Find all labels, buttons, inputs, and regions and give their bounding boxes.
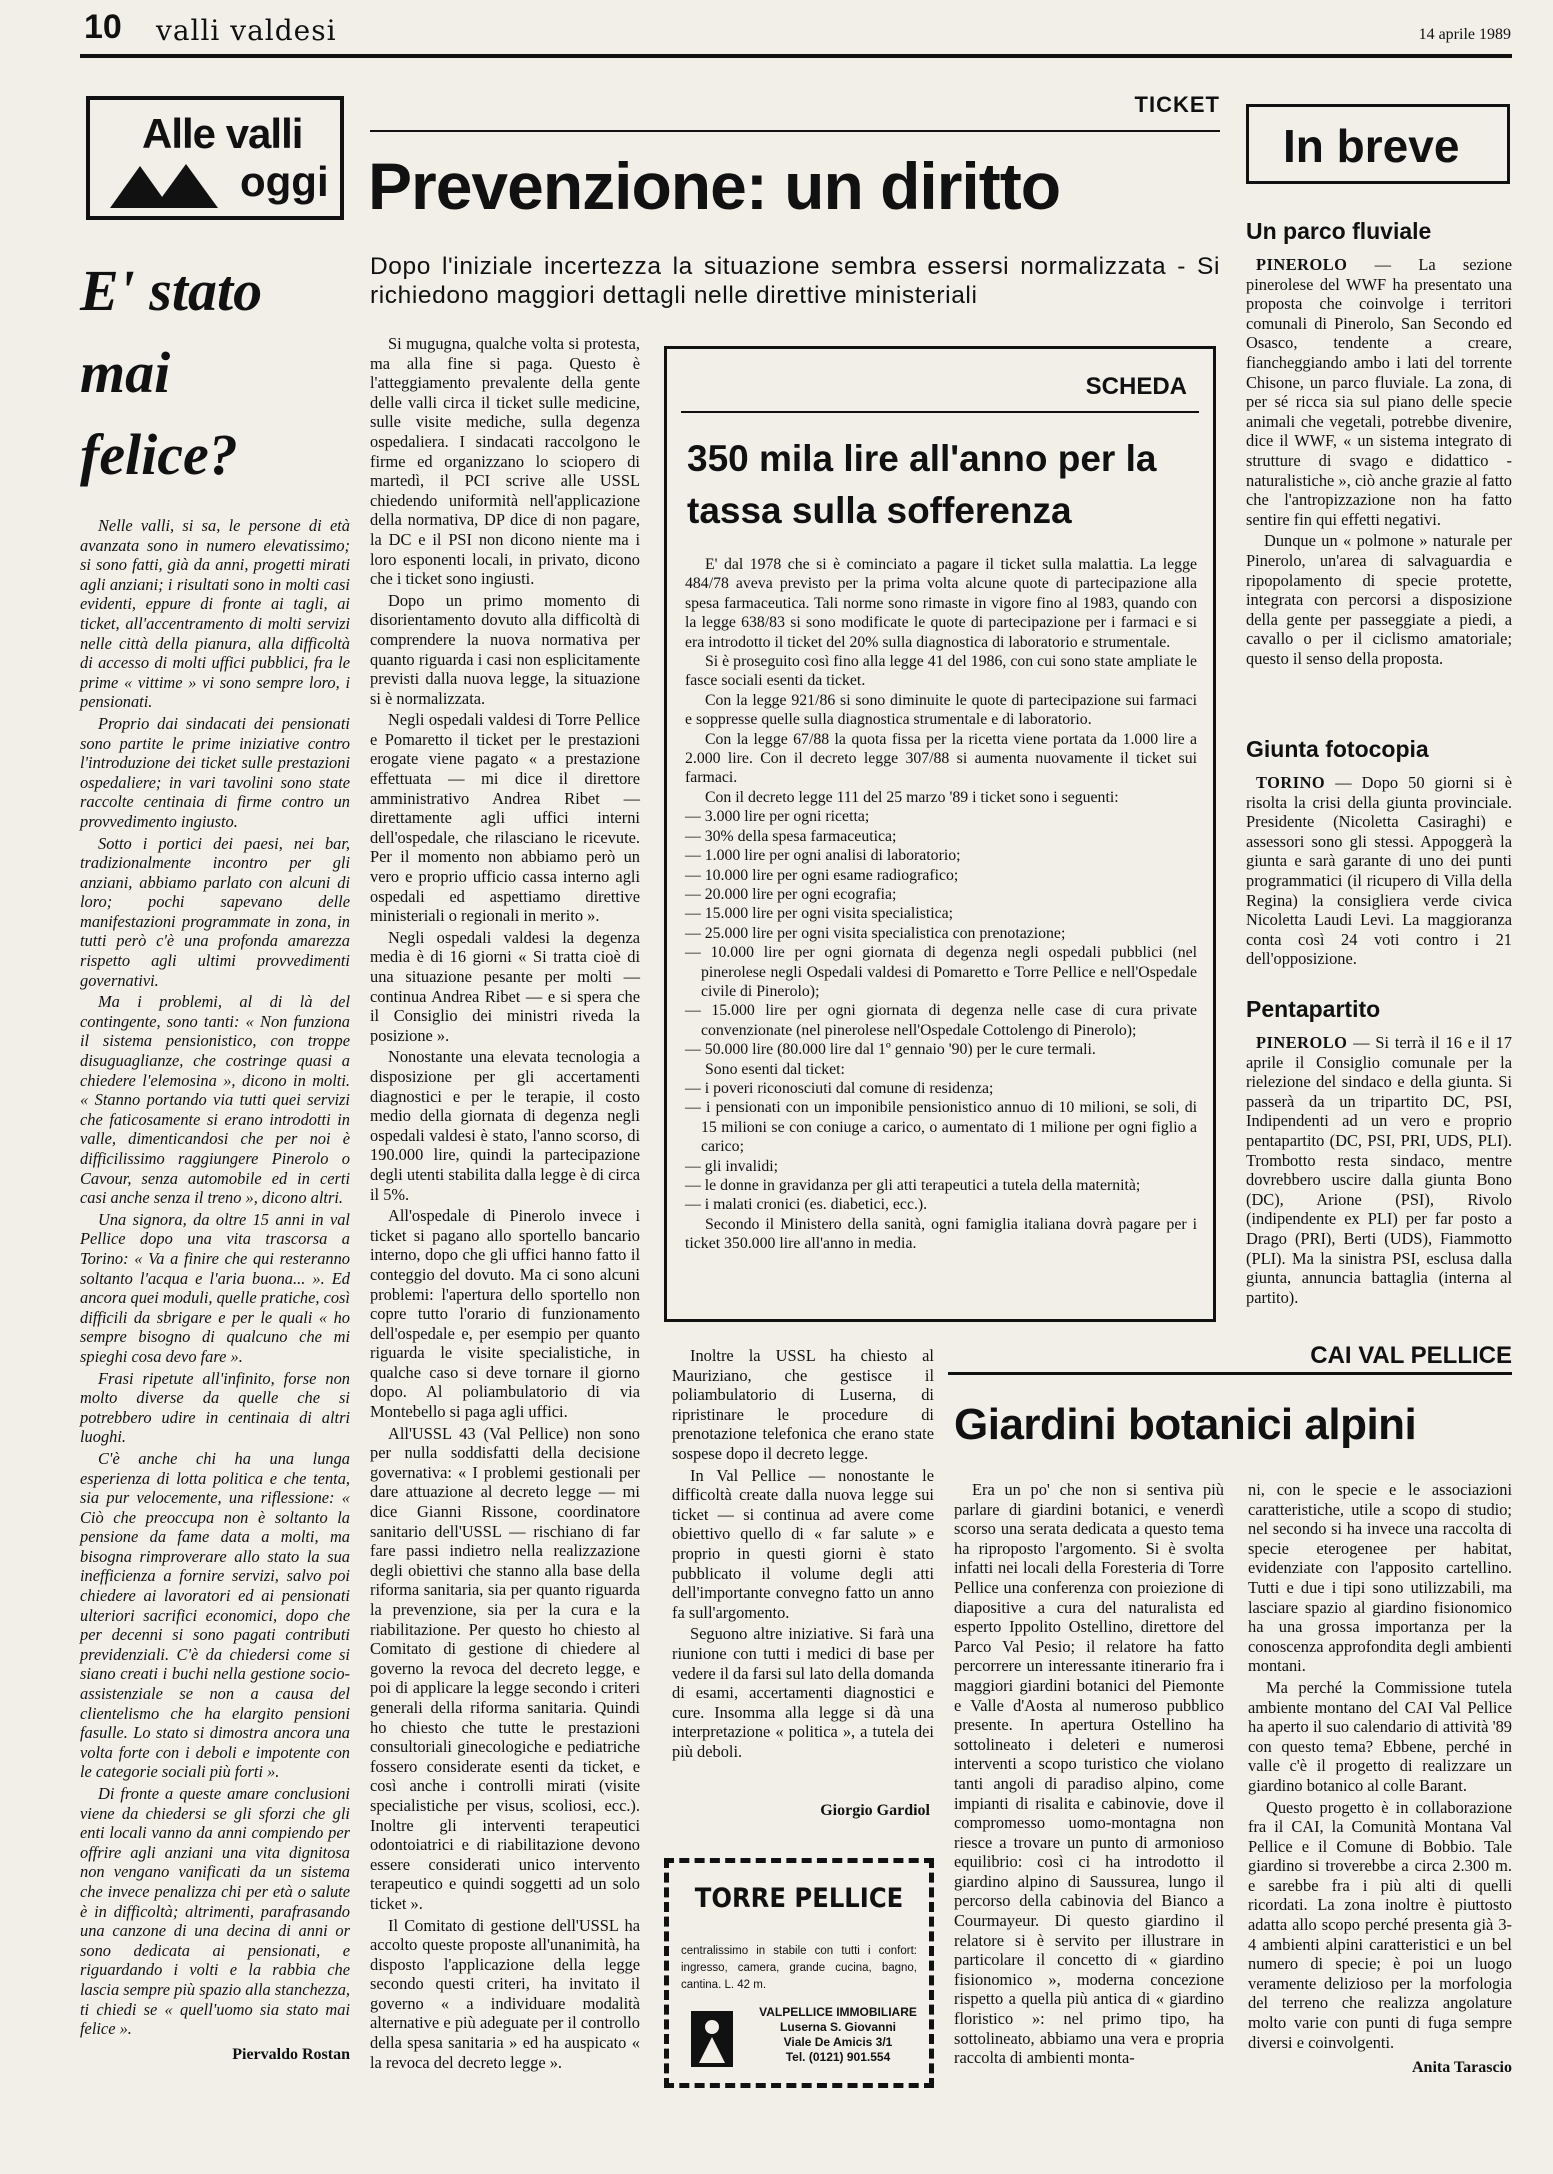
editorial-paragraph: Una signora, da oltre 15 anni in val Pellice dopo una vita trascorsa a Torino: « Va a finire che qui resteranno soltanto l'acqua e l'aria buona... ». Ed ancora quei moduli, quelle pratiche, così difficili da sbrigare e per le quali « ho sempre bisogno di qualcuno che mi spieghi cosa devo fare ». <box>80 1209 350 1366</box>
article-paragraph: Seguono altre iniziative. Si farà una riunione con tutti i medici di base per vedere il da farsi sul lato della domanda di esami, accertamenti diagnostici e cure. Insomma alla legge si dà una interpretazione « politica », a tutela dei più deboli. <box>672 1624 934 1761</box>
brief-place: PINEROLO <box>1256 1033 1348 1052</box>
cai-paragraph: ni, con le specie e le associazioni caratteristiche, utile a scopo di studio; nel secondo si ha invece una raccolta di specie eterogenee per habitat, evidenziate con l'apposito cartellino. Tutti e due i tipi sono utilizzabili, ma lasciare spazio al giardino fisionomico ha una grossa importanza per la conoscenza approfondita degli ambienti montani. <box>1248 1480 1512 1676</box>
editorial-paragraph: C'è anche chi ha una lunga esperienza di lotta politica e che tenta, sia pur velocemente, una riflessione: « Ciò che preoccupa non è soltanto la pensione da fame data a molti, ma bisogna rimproverare allo stato la sua inefficienza a fornire servizi, salvo poi chiedere ai lavoratori ed ai pensionati ulteriori sacrifici economici, dopo che per decenni si sono pagati contributi previdenziali. C'è da chiedersi come si siano creati i buchi nella gestione socio-assistenziale se non a causa del clientelismo che ha elargito pensioni fasulle. Lo stato si dimostra ancora una volta forte con i deboli e impotente con le categorie sociali più forti ». <box>80 1448 350 1782</box>
editorial-title: E' stato mai felice? <box>80 258 263 487</box>
exempt-item: — le donne in gravidanza per gli atti terapeutici a tutela della maternità; <box>685 1176 1197 1195</box>
scheda-closing: Secondo il Ministero della sanità, ogni famiglia italiana dovrà pagare per i ticket 350.000 lire all'anno in media. <box>685 1215 1197 1253</box>
exempt-item: — i pensionati con un imponibile pensionistico annuo di 10 milioni, se soli, di 15 milioni se con coniuge a carico, o aumentato di 1 milione per ogni figlio a carico; <box>685 1098 1197 1156</box>
article-paragraph: All'ospedale di Pinerolo invece i ticket si pagano allo sportello bancario interno, dopo che gli uffici hanno fatto il conteggio del dovuto. Ma ci sono alcuni problemi: l'apertura dello sportello non copre tutto l'orario di funzionamento dell'ospedale e, per esempio per quanto riguarda le visite specialistiche, in qualche caso si deve tornare il giorno dopo. Al poliambulatorio di via Montebello si paga agli uffici. <box>370 1206 640 1422</box>
article-title: Prevenzione: un diritto <box>368 149 1061 223</box>
exempt-item: — gli invalidi; <box>685 1157 1197 1176</box>
ticket-item: — 20.000 lire per ogni ecografia; <box>685 885 1197 904</box>
cai-kicker: CAI VAL PELLICE <box>1310 1342 1512 1369</box>
cai-column-2 <box>1248 1480 1512 2078</box>
article-paragraph: All'USSL 43 (Val Pellice) non sono per nulla soddisfatti della decisione governativa: « I problemi gestionali per dare attuazione al decreto legge — mi dice Gianni Rissone, coordinatore sanitario dell'USSL — rischiano di far fare passi indietro nella realizzazione degli obiettivi che stanno alla base della riforma sanitaria, sia per quanto riguarda la prevenzione, sia per la cura e la riabilitazione. Per questo ho chiesto al Comitato di gestione di chiedere al governo la revoca del decreto legge, e poi di applicare la legge secondo i criteri generali della riforma sanitaria. Quindi ho chiesto che tutte le prestazioni consultoriali ginecologiche e pediatriche fossero considerate esenti da ticket, e così anche i controlli mirati (visite specialistiche per visus, scoliosi, ecc.). Inoltre gli interventi terapeutici odontoiatrici e di riabilitazione devono essere considerati unico intervento terapeutico e quindi soggetti ad un solo ticket ». <box>370 1423 640 1913</box>
exempt-intro: Sono esenti dal ticket: <box>705 1060 845 1078</box>
section-logo-line2: oggi <box>240 158 329 205</box>
exempt-list <box>685 1079 1197 1215</box>
scheda-paragraph: Con il decreto legge 111 del 25 marzo '89 i ticket sono i seguenti: <box>705 788 1119 806</box>
header-rule <box>80 54 1512 58</box>
brief-heading: Un parco fluviale <box>1246 218 1432 244</box>
ticket-item: — 1.000 lire per ogni analisi di laboratorio; <box>685 846 1197 865</box>
cai-paragraph: Era un po' che non si sentiva più parlare di giardini botanici, e venerdì scorso una serata dedicata a questo tema ha riproposto l'argomento. Si è svolta infatti nei locali della Foresteria di Torre Pellice una conferenza con proiezione di diapositive a cura del naturalista ed esperto Ippolito Ostellino, direttore del Parco Val Pesio; il relatore ha fatto percorrere un interessante itinerario fra i maggiori giardini botanici del Piemonte e Valle d'Aosta al numeroso pubblico presente. In apertura Ostellino ha sottolineato i deleteri e numerosi interventi a scopo turistico che violano tanti angoli di paradiso alpino, come impianti di risalita e cabinovie, dove il compromesso uomo-montagna non riesce a trovare un punto di armonioso equilibrio: così ci ha introdotto il giardino alpino di Saussurea, lungo il percorso della cabinovia del Bianco a Courmayeur. Di questo giardino il relatore si è servito per illustrare in particolare il concetto di « giardino fisionomico », moderna concezione rispetto a quella più antica di « giardino floristico »: nel primo tipo, ha sottolineato, abbiamo una vera e propria raccolta di ambienti monta- <box>954 1480 1224 2068</box>
brief-place: TORINO <box>1256 773 1326 792</box>
publication-name: valli valdesi <box>156 14 337 47</box>
section-logo-alle-valli <box>86 96 344 220</box>
brief-giunta-fotocopia <box>1246 736 1512 971</box>
kicker-rule <box>370 130 1220 132</box>
ad-description: centralissimo in stabile con tutti i confort: ingresso, camera, grande cucina, bagno, cantina. L. 42 m. <box>681 1945 917 1991</box>
article-paragraph: Negli ospedali valdesi la degenza media è di 16 giorni « Si tratta cioè di una situazione pesante per molti — continua Andrea Ribet — e si spera che il Consiglio dei ministri riveda la posizione ». <box>370 927 640 1045</box>
brief-text: — Si terrà il 16 e il 17 aprile il Consiglio comunale per la rielezione del sindaco e della giunta. Si passerà da un tripartito DC, PSI, Indipendenti ad un vero e proprio pentapartito (DC, PSI, PRI, UDS, PLI). Trombotto resta sindaco, mentre dovrebbero uscire dalla giunta Bono (DC), Arione (PSI), Rivolo (indipendente ex PLI) per far posto a Drago (PRI), Berti (UDS), Fiammotto (PLI). Ma la sinistra PSI, esclusa dalla giunta, annuncia battaglia (interna al partito). <box>1246 1033 1512 1307</box>
in-breve-box <box>1246 104 1510 184</box>
editorial-paragraph: Sotto i portici dei paesi, nei bar, tradizionalmente incontro per gli anziani, abbiamo parlato con alcuni di loro; pochi sapevano delle manifestazioni programmate in zona, in tutti però c'è una profonda amarezza rispetto agli ultimi provvedimenti governativi. <box>80 833 350 990</box>
scheda-paragraph: E' dal 1978 che si è cominciato a pagare il ticket sulla malattia. La legge 484/78 aveva previsto per la prima volta alcune quote di partecipazione alla spesa farmaceutica. Tali norme sono rimaste in vigore fino al 1983, quando con la legge 638/83 si sono modificate le quote di partecipazione per i farmaci e si era introdotto il ticket del 20% sulla diagnostica di laboratorio e strumentale. <box>685 556 1197 651</box>
agency-logo-icon <box>689 2009 735 2069</box>
page-number: 10 <box>84 8 122 46</box>
ad-agency <box>755 2005 921 2065</box>
agency-name: VALPELLICE IMMOBILIARE <box>759 2005 917 2019</box>
editorial-paragraph: Ma i problemi, al di là del contingente, sono tanti: « Non funziona il sistema pensionistico, con troppe disuguaglianze, che costringe quasi a chiedere l'elemosina », dicono in molti. « Stanno portando via tutti quei servizi che faticosamente si erano introdotti in valle, dimenticandosi che per noi è difficilissimo raggiungere Pinerolo o Cavour, senza automobile ed in certi casi anche senza il treno », dicono altri. <box>80 992 350 1208</box>
ticket-item: — 15.000 lire per ogni visita specialistica; <box>685 904 1197 923</box>
ticket-item: — 10.000 lire per ogni giornata di degenza negli ospedali pubblici (nel pinerolese negli Ospedali valdesi di Pomaretto e Torre Pellice e nell'Ospedale civile di Pinerolo); <box>685 943 1197 1001</box>
scheda-label: SCHEDA <box>1085 373 1187 400</box>
ticket-item: — 30% della spesa farmaceutica; <box>685 827 1197 846</box>
article-kicker: TICKET <box>1134 92 1220 117</box>
scheda-paragraph: Si è proseguito così fino alla legge 41 del 1986, con cui sono state ampliate le fasce sociali esenti da ticket. <box>685 653 1197 690</box>
brief-text: — La sezione pinerolese del WWF ha presentato una proposta che coinvolge i territori comunali di Pinerolo, San Secondo ed Osasco, tendente a creare, fiancheggiando ambo i lati del torrente Chisone, un parco fluviale. La zona, di per sé ricca sia sul piano delle specie animali che vegetali, potrebbe divenire, dice il WWF, « un sistema integrato di strutture di svago e didattico - naturalistiche », ciò anche grazie al fatto che l'antropizzazione non ha fatto sentire fin qui effetti negativi. <box>1246 255 1512 529</box>
article-paragraph: Inoltre la USSL ha chiesto al Mauriziano, che gestisce il poliambulatorio di Luserna, di ripristinare le procedure di prenotazione telefonica che erano state sospese dopo il decreto legge. <box>672 1346 934 1463</box>
agency-phone: Tel. (0121) 901.554 <box>785 2050 891 2064</box>
section-logo-line1: Alle valli <box>142 110 303 157</box>
scheda-paragraph: Con la legge 921/86 si sono diminuite le quote di partecipazione sui farmaci e soppresse quelle sulla diagnostica strumentale e di laboratorio. <box>685 691 1197 729</box>
real-estate-ad <box>664 1858 934 2088</box>
in-breve-title: In breve <box>1283 120 1460 172</box>
brief-text: — Dopo 50 giorni si è risolta la crisi della giunta provinciale. Presidente (Nicoletta Casiraghi) e assessori sono gli stessi. Appoggerà la giunta e sarà garante di uno dei punti programmatici (il ricupero di Villa della Regina) la consigliera verde civica Nicoletta Laudi Levi. La maggioranza conta così 24 voti contro i 21 dell'opposizione. <box>1246 773 1512 969</box>
cai-rule <box>948 1372 1512 1375</box>
article-subtitle: Dopo l'iniziale incertezza la situazione sembra essersi normalizzata - Si richiedono maggiori dettagli nelle direttive ministeriali <box>370 253 1220 309</box>
cai-paragraph: Ma perché la Commissione tutela ambiente montano del CAI Val Pellice ha aperto il suo calendario di attività '89 con questo tema? Ebbene, perché in valle c'è il progetto di realizzare un giardino botanico al colle Barant. <box>1248 1677 1512 1795</box>
mountains-icon <box>110 162 234 208</box>
ticket-item: — 3.000 lire per ogni ricetta; <box>685 807 1197 826</box>
article-paragraph: Si mugugna, qualche volta si protesta, ma alla fine si paga. Questo è l'atteggiamento prevalente della gente delle valli circa il ticket sulle medicine, sulle visite mediche, sulla degenza ospedaliera. I sindacati raccolgono le firme ed organizzano lo sciopero di martedì, il PCI scrive alle USSL chiedendo uniformità nell'applicazione della normativa, DP dice di non pagare, la DC e il PSI non dicono niente ma i loro esponenti locali, in privato, dicono che i ticket sono ingiusti. <box>370 334 640 589</box>
cai-signature: Anita Tarascio <box>1411 2059 1512 2077</box>
issue-date: 14 aprile 1989 <box>1418 26 1511 43</box>
article-paragraph: Negli ospedali valdesi di Torre Pellice e Pomaretto il ticket per le prestazioni erogate viene pagato « a prestazione effettuata — mi dice il direttore amministrativo Andrea Ribet — direttamente agli uffici interni dell'ospedale, che rilasciano le ricevute. Per il momento non abbiamo però un vero e proprio ufficio cassa interno agli ospedali ed aspettiamo direttive ministeriali o regionali in merito ». <box>370 710 640 926</box>
cai-column-1 <box>954 1480 1224 2070</box>
exempt-item: — i malati cronici (es. diabetici, ecc.). <box>685 1195 1197 1214</box>
editorial-signature: Piervaldo Rostan <box>232 2045 350 2063</box>
cai-title: Giardini botanici alpini <box>954 1400 1417 1449</box>
article-column-2 <box>672 1346 934 1763</box>
article-paragraph: Dopo un primo momento di disorientamento dovuto alla difficoltà di comprendere la nuova normativa per quanto riguarda i casi non esplicitamente previsti dalla nuova legge, la situazione si è normalizzata. <box>370 590 640 708</box>
ticket-item: — 10.000 lire per ogni esame radiografico; <box>685 866 1197 885</box>
article-column-1 <box>370 334 640 2074</box>
ticket-item: — 15.000 lire per ogni giornata di degenza nelle case di cura private convenzionate (nel pinerolese nell'Ospedale Cottolengo di Pinerolo); <box>685 1001 1197 1040</box>
ticket-list <box>685 807 1197 1059</box>
brief-place: PINEROLO <box>1256 255 1348 274</box>
scheda-body <box>685 555 1197 1254</box>
brief-text: Dunque un « polmone » naturale per Pinerolo, un'area di salvaguardia e ripopolamento di specie protette, integrata con percorsi a disposizione della gente per passeggiate a piedi, a cavallo o per il ciclismo amatoriale; questo il senso della proposta. <box>1246 531 1512 668</box>
editorial-paragraph: Proprio dai sindacati dei pensionati sono partite le prime iniziative contro l'introduzione dei ticket sulle prestazioni ospedaliere; in vari tavolini sono state raccolte centinaia di firme contro un provvedimento ingiusto. <box>80 713 350 831</box>
brief-pentapartito <box>1246 996 1512 1309</box>
ad-title: TORRE PELLICE <box>694 1883 904 1914</box>
brief-heading: Pentapartito <box>1246 996 1381 1022</box>
editorial-paragraph: Di fronte a queste amare conclusioni viene da chiedersi se gli sforzi che gli enti locali vanno da anni compiendo per offrire agli anziani una vita dignitosa non vengano vanificati da un sistema che invece penalizza chi per età o salute è in difficoltà; altrimenti, parafrasando una canzone di una decina di anni or sono dedicata ai pensionati, e riguardando i volti e la rabbia che lascia sempre più spazio alla stanchezza, ti chiedi se « quell'uomo sia stato mai felice ». <box>80 1784 350 2039</box>
brief-heading: Giunta fotocopia <box>1246 736 1429 762</box>
article-paragraph: Il Comitato di gestione dell'USSL ha accolto queste proposte all'unanimità, ha disposto l'applicazione della legge secondo questi criteri, ha invitato il governo « a individuare modalità alternative e più adeguate per il controllo della spesa sanitaria » ed ha auspicato « la revoca del decreto legge ». <box>370 1915 640 2072</box>
article-paragraph: Nonostante una elevata tecnologia a disposizione per gli accertamenti diagnostici e per le terapie, il costo medio della giornata di degenza negli ospedali valdesi è stato, l'anno scorso, di 190.000 lire, quindi la partecipazione degli utenti stabilita dalla legge è di circa il 5%. <box>370 1047 640 1204</box>
article-paragraph: In Val Pellice — nonostante le difficoltà create dalla nuova legge sui ticket — si continua ad avere come obiettivo quello di « far salute » e proprio in questi giorni è stato pubblicato il volume degli atti dell'importante convegno fatto un anno fa sull'argomento. <box>672 1465 934 1622</box>
scheda-title: 350 mila lire all'anno per la tassa sulla sofferenza <box>687 438 1157 531</box>
cai-paragraph: Questo progetto è in collaborazione fra il CAI, la Comunità Montana Val Pellice e il Comune di Bobbio. Tale giardino si troverebbe a circa 2.300 m. e sarebbe fra i più alti di quelli ricordati. La zona inoltre è piuttosto adatta allo scopo perché presenta già 3-4 ambienti alpini caratteristici e un bel numero di specie; è poi un luogo veramente delizioso per la morfologia del terreno che realizza angolature molto varie con punti di fuga sempre diversi e coinvolgenti. <box>1248 1797 1512 2052</box>
scheda-box <box>664 346 1216 1322</box>
ticket-item: — 25.000 lire per ogni visita specialistica con prenotazione; <box>685 924 1197 943</box>
brief-parco-fluviale <box>1246 218 1512 670</box>
ticket-item: — 50.000 lire (80.000 lire dal 1º gennaio '90) per le cure termali. <box>685 1040 1197 1059</box>
agency-address-line2: Viale De Amicis 3/1 <box>783 2035 893 2049</box>
scheda-rule <box>681 411 1199 413</box>
article-signature: Giorgio Gardiol <box>820 1802 930 1819</box>
agency-address-line1: Luserna S. Giovanni <box>779 2020 897 2034</box>
editorial-paragraph: Nelle valli, si sa, le persone di età avanzata sono in numero elevatissimo; si sono fatti, già da anni, progetti mirati agli anziani; i risultati sono in molti casi evidenti, eppure di fronte ai tagli, ai ticket, all'accentramento di molti servizi nelle città della pianura, alla difficoltà di accesso di molti uffici pubblici, fra le prime « vittime » vi sono sempre loro, i pensionati. <box>80 516 350 712</box>
editorial-paragraph: Frasi ripetute all'infinito, forse non molto diverse da quelle che si potrebbero udire in centinaia di altri luoghi. <box>80 1368 350 1447</box>
scheda-paragraph: Con la legge 67/88 la quota fissa per la ricetta viene portata da 1.000 lire a 2.000 lire. Con il decreto legge 307/88 si aumenta nuovamente il ticket sui farmaci. <box>685 730 1197 787</box>
editorial-body <box>80 516 350 2064</box>
exempt-item: — i poveri riconosciuti dal comune di residenza; <box>685 1079 1197 1098</box>
